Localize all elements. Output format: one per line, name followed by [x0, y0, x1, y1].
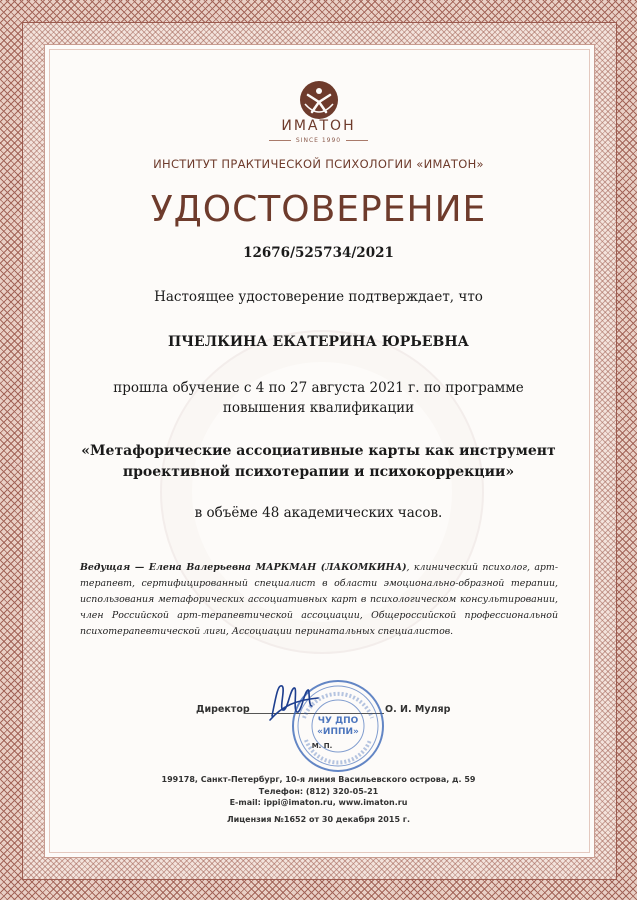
footer-address: 199178, Санкт-Петербург, 10-я линия Васильевского острова, д. 59 — [161, 775, 476, 784]
lead-description: , клинический психолог, арт-терапевт, сертифицированный специалист в области эмоционально-образной терапии, использования метафорических ассоциативных карт в психологическом консультировании, член Российской арт-терапевтической ассоциации, Общероссийской профессиональной психотерапевтической лиги, Ассоциации перинатальных специалистов. — [80, 562, 558, 637]
stamp-mp: М. П. — [311, 742, 333, 750]
institute-name: ИНСТИТУТ ПРАКТИЧЕСКОЙ ПСИХОЛОГИИ «ИМАТОН» — [153, 157, 484, 171]
lead-instructor-info — [80, 560, 558, 640]
training-line-2: повышения квалификации — [222, 400, 415, 416]
training-description — [0, 378, 637, 418]
certificate-number: 12676/525734/2021 — [243, 245, 394, 261]
recipient-name: ПЧЕЛКИНА ЕКАТЕРИНА ЮРЬЕВНА — [168, 334, 469, 350]
logo-since — [0, 137, 637, 144]
lead-label: Ведущая — Елена Валерьевна МАРКМАН (ЛАКОМКИНА) — [80, 562, 407, 573]
footer-email: E-mail: ippi@imaton.ru, www.imaton.ru — [229, 798, 408, 807]
training-line-1: прошла обучение с 4 по 27 августа 2021 г. по программе — [113, 380, 524, 396]
director-signature-icon — [262, 676, 322, 726]
program-line-1: «Метафорические ассоциативные карты как инструмент — [81, 443, 556, 459]
imaton-logo-icon — [299, 80, 339, 120]
hours-volume: в объёме 48 академических часов. — [194, 505, 443, 521]
program-line-2: проективной психотерапии и психокоррекции» — [122, 464, 515, 480]
stamp-center-line-1: ЧУ ДПО — [317, 716, 359, 726]
since-text: SINCE 1990 — [295, 137, 342, 144]
director-label: Директор — [196, 704, 250, 715]
footer-license: Лицензия №1652 от 30 декабря 2015 г. — [226, 815, 411, 824]
confirm-text: Настоящее удостоверение подтверждает, что — [154, 289, 483, 305]
director-name: О. И. Муляр — [385, 704, 451, 715]
stamp-center-line-2: «ИППИ» — [317, 727, 359, 737]
logo-name: ИМАТОН — [281, 118, 356, 134]
document-title: УДОСТОВЕРЕНИЕ — [150, 189, 487, 230]
program-title — [0, 441, 637, 483]
footer-phone: Телефон: (812) 320-05-21 — [258, 787, 379, 796]
